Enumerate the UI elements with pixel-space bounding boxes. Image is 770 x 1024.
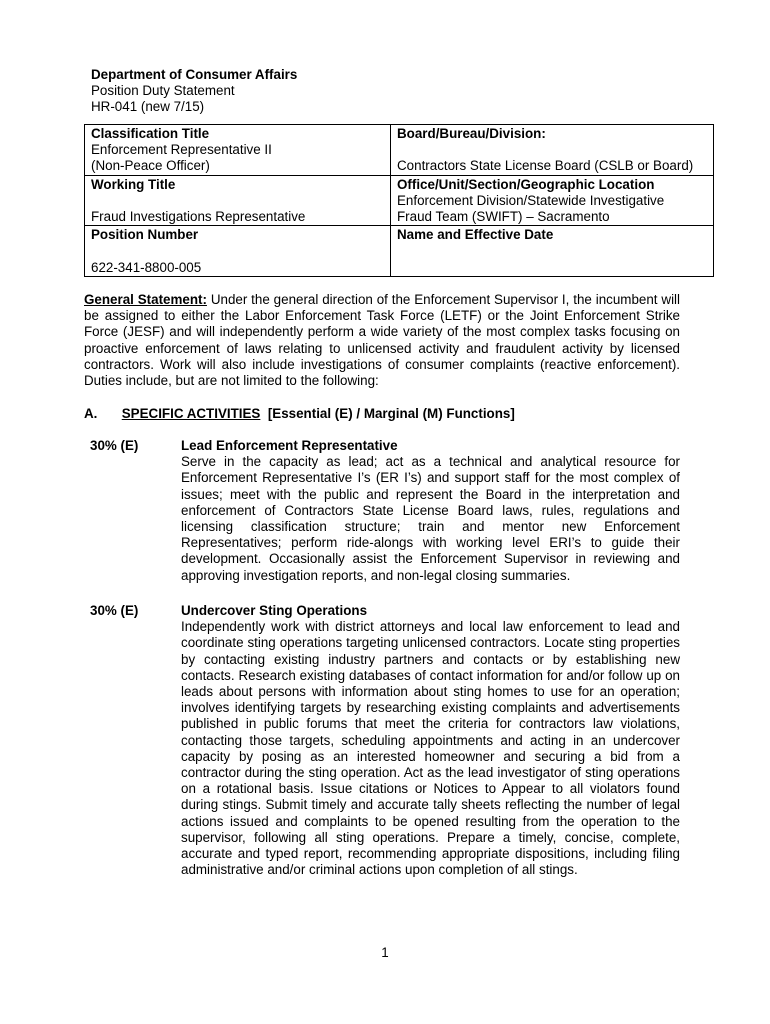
department-name: Department of Consumer Affairs bbox=[91, 67, 298, 82]
activity-item bbox=[84, 438, 680, 584]
section-a-heading bbox=[84, 406, 515, 422]
position-number-value: 622-341-8800-005 bbox=[91, 259, 202, 275]
name-date-label: Name and Effective Date bbox=[397, 227, 554, 243]
classification-cell bbox=[85, 125, 391, 176]
name-date-cell bbox=[391, 226, 714, 277]
activity-title: Undercover Sting Operations bbox=[181, 603, 368, 618]
general-statement bbox=[84, 292, 680, 389]
office-label: Office/Unit/Section/Geographic Location bbox=[397, 176, 655, 192]
activity-description: Serve in the capacity as lead; act as a technical and analytical resource for Enforcement Representative I’s (ER I’s) and support staff for the most complex of issues; meet with the public and represent the Board in the interpretation and enforcement of Contractors State License Board laws, rules, regulations and licensing classification structure; train and mentor new Enforcement Representatives; perform ride-alongs with working level ERI’s to guide their development. Occasionally assist the Enforcement Supervisor in reviewing and approving investigation reports, and non-legal closing summaries. bbox=[181, 454, 680, 583]
classification-label: Classification Title bbox=[91, 126, 210, 141]
activity-percent: 30% (E) bbox=[90, 438, 139, 453]
office-cell bbox=[391, 175, 714, 226]
classification-note: (Non-Peace Officer) bbox=[91, 158, 210, 174]
classification-value: Enforcement Representative II bbox=[91, 142, 272, 158]
office-value-line1: Enforcement Division/Statewide Investigative bbox=[397, 192, 665, 208]
table-row bbox=[85, 175, 714, 226]
table-row bbox=[85, 226, 714, 277]
working-title-label: Working Title bbox=[91, 176, 176, 192]
working-title-value: Fraud Investigations Representative bbox=[91, 209, 306, 224]
working-title-cell bbox=[85, 175, 391, 226]
section-title: SPECIFIC ACTIVITIES bbox=[121, 406, 261, 421]
document-header bbox=[91, 67, 297, 116]
board-value: Contractors State License Board (CSLB or Board) bbox=[397, 158, 694, 174]
office-value-line2: Fraud Team (SWIFT) – Sacramento bbox=[397, 209, 610, 225]
general-statement-text: Under the general direction of the Enforcement Supervisor I, the incumbent will be assigned to either the Labor Enforcement Task Force (LETF) or the Joint Enforcement Strike Force (JESF) and will independently perform a wide variety of the most complex tasks focusing on proactive enforcement of laws relating to unlicensed activity and fraudulent activity by licensed contractors. Work will also include investigations of consumer complaints (reactive enforcement). Duties include, but are not limited to the following: bbox=[84, 292, 680, 389]
general-statement-label: General Statement: bbox=[84, 292, 207, 307]
board-cell bbox=[391, 125, 714, 176]
board-label: Board/Bureau/Division: bbox=[397, 126, 546, 141]
section-subtitle: [Essential (E) / Marginal (M) Functions] bbox=[267, 406, 515, 421]
table-row bbox=[85, 125, 714, 176]
position-number-cell bbox=[85, 226, 391, 277]
position-number-label: Position Number bbox=[91, 227, 199, 243]
document-type: Position Duty Statement bbox=[91, 83, 235, 99]
activity-title: Lead Enforcement Representative bbox=[181, 438, 398, 453]
activity-item bbox=[84, 603, 680, 878]
position-info-table bbox=[84, 124, 714, 277]
form-number: HR-041 (new 7/15) bbox=[91, 99, 205, 115]
activity-percent: 30% (E) bbox=[90, 603, 139, 618]
section-label: A. bbox=[84, 406, 98, 421]
activity-description: Independently work with district attorneys and local law enforcement to lead and coordinate sting operations targeting unlicensed contractors. Locate sting properties by contacting existing industry partners and contacts or by establishing new contacts. Research existing databases of contact information for and/or follow up on leads about persons with information about sting homes to use for an operation; involves identifying targets by researching existing complaints and advertisements published in public forums that meet the criteria for contractors law violations, contacting those targets, scheduling appointments and acting in an undercover capacity by posing as an interested homeowner and securing a bid from a contractor during the sting operation. Act as the lead investigator of sting operations on a rotational basis. Issue citations or Notices to Appear to all violators found during stings. Submit timely and accurate tally sheets reflecting the number of legal actions issued and complaints to be opened resulting from the operation to the supervisor, following all sting operations. Prepare a timely, concise, complete, accurate and typed report, recommending appropriate dispositions, including filing administrative and/or criminal actions upon completion of all stings. bbox=[181, 619, 680, 878]
page-number: 1 bbox=[381, 945, 389, 960]
